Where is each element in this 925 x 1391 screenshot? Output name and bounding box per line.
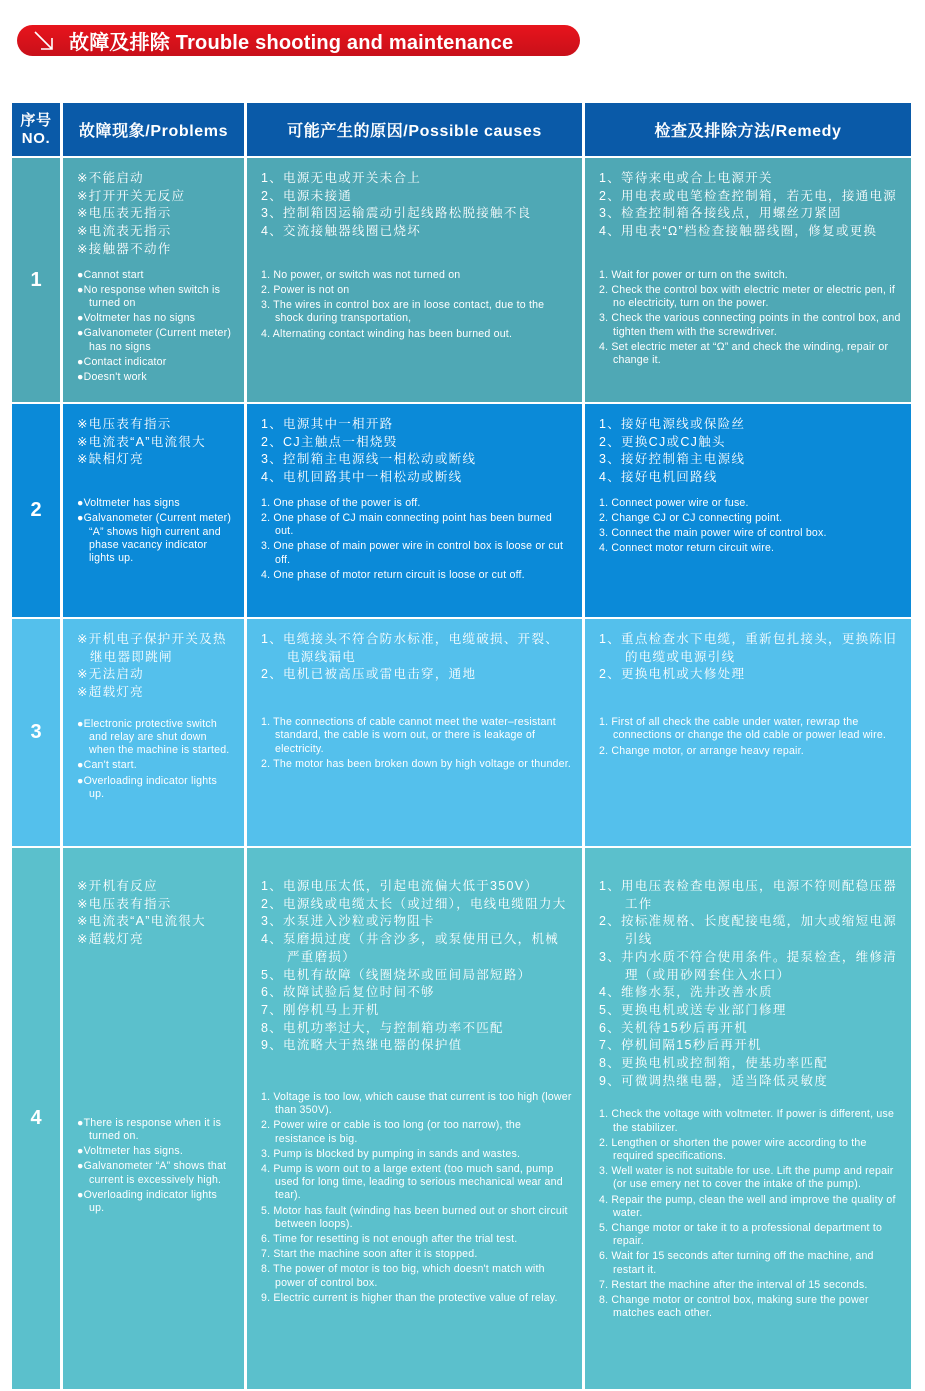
list-item: 1、电源无电或开关未合上 xyxy=(261,171,422,185)
list-item: 4、泵磨损过度（井含沙多，或泵使用已久，机械严重磨损） xyxy=(261,932,560,964)
causes-zh-list xyxy=(261,878,572,1055)
list-item: 3. Connect the main power wire of control box. xyxy=(599,527,827,540)
problems-zh-list xyxy=(77,878,234,949)
list-item: 5. Change motor or take it to a professional department to repair. xyxy=(599,1222,883,1248)
remedy-zh-list xyxy=(599,416,901,487)
problems-zh-list xyxy=(77,416,234,469)
list-item: 1、电缆接头不符合防水标准，电缆破损、开裂、电源线漏电 xyxy=(261,632,560,664)
list-item: 1. Connect power wire or fuse. xyxy=(599,496,749,509)
problems-cell xyxy=(63,404,244,617)
list-item: 3、控制箱因运输震动引起线路松脱接触不良 xyxy=(261,206,532,221)
row-number: 4 xyxy=(12,848,60,1389)
problems-en-list xyxy=(77,1117,234,1215)
list-item: 7. Restart the machine after the interval of 15 seconds. xyxy=(599,1278,868,1291)
list-item: 5、更换电机或送专业部门修理 xyxy=(599,1002,787,1017)
causes-zh-list xyxy=(261,416,572,487)
list-item: ※超载灯亮 xyxy=(77,932,144,947)
list-item: 8、更换电机或控制箱，使基功率匹配 xyxy=(599,1056,829,1071)
list-item: ※电流表“A”电流很大 xyxy=(77,914,206,929)
troubleshooting-table xyxy=(12,103,911,1391)
remedy-zh-list xyxy=(599,170,901,241)
list-item: 9、电流略大于热继电器的保护值 xyxy=(261,1038,463,1053)
table-header-row xyxy=(12,103,911,156)
remedy-en-list xyxy=(599,716,901,758)
list-item: 1、电源电压太低，引起电流偏大低于350V） xyxy=(261,879,539,893)
remedy-zh-list xyxy=(599,878,901,1090)
remedy-cell xyxy=(585,404,911,617)
list-item: 4、维修水泵，洗井改善水质 xyxy=(599,985,773,1000)
list-item: 5. Motor has fault (winding has been burned out or short circuit between loops). xyxy=(261,1204,568,1230)
list-item: 2、电源线或电缆太长（或过细），电线电缆阻力大 xyxy=(261,896,567,911)
list-item: 2、按标准规格、长度配接电缆，加大或缩短电源引线 xyxy=(599,914,898,947)
list-item: 3. Well water is not suitable for use. Lift the pump and repair (or use emery net to cover the intake of the pump). xyxy=(599,1165,894,1191)
remedy-cell xyxy=(585,848,911,1389)
list-item: 8. Change motor or control box, making sure the power matches each other. xyxy=(599,1294,869,1320)
table-row xyxy=(12,404,911,617)
list-item: 4. Set electric meter at “Ω” and check the winding, repair or change it. xyxy=(599,340,889,367)
list-item: 7、刚停机马上开机 xyxy=(261,1002,380,1017)
problems-en-list xyxy=(77,269,234,385)
list-item: 5、电机有故障（线圈烧坏或匝间局部短路） xyxy=(261,967,532,982)
list-item: 6、关机待15秒后再开机 xyxy=(599,1020,748,1035)
list-item: 3. Check the various connecting points in the control box, and tighten them with the screwdriver. xyxy=(599,312,901,338)
problems-en-list xyxy=(77,718,234,801)
list-item: 8、电机功率过大，与控制箱功率不匹配 xyxy=(261,1020,504,1035)
causes-en-list xyxy=(261,1091,572,1305)
problems-en-list xyxy=(77,497,234,565)
list-item: ●Contact indicator xyxy=(77,355,167,368)
problems-cell xyxy=(63,158,244,402)
list-item: ●Overloading indicator lights up. xyxy=(77,1188,217,1215)
list-item: ●Electronic protective switch and relay are shut down when the machine is started. xyxy=(77,717,230,757)
causes-cell xyxy=(247,404,582,617)
list-item: 4、接好电机回路线 xyxy=(599,470,718,485)
list-item: 6、故障试验后复位时间不够 xyxy=(261,985,435,1000)
list-item: ●There is response when it is turned on. xyxy=(77,1116,222,1143)
list-item: 3、井内水质不符合使用条件。提泵检查，维修清理（或用砂网套住入水口） xyxy=(599,949,898,982)
list-item: 2. Check the control box with electric meter or electric pen, if no electricity, turn on the power. xyxy=(599,284,896,310)
list-item: 2. Power wire or cable is too long (or too narrow), the resistance is big. xyxy=(261,1119,522,1145)
list-item: ※无法启动 xyxy=(77,667,144,682)
causes-en-list xyxy=(261,269,572,341)
list-item: ※打开开关无反应 xyxy=(77,188,186,203)
header-problems: 故障现象/Problems xyxy=(63,103,244,156)
list-item: 2、用电表或电笔检查控制箱，若无电，接通电源 xyxy=(599,188,898,203)
list-item: 4. Pump is worn out to a large extent (too much sand, pump used for long time, leading to serious mechanical wear and tear). xyxy=(261,1163,563,1202)
list-item: 3. The wires in control box are in loose contact, due to the shock during transportation, xyxy=(261,299,545,325)
list-item: 3、控制箱主电源线一相松动或断线 xyxy=(261,452,477,467)
header-no-en: NO. xyxy=(21,129,51,147)
list-item: 3、水泵进入沙粒或污物阻卡 xyxy=(261,914,435,929)
causes-en-list xyxy=(261,497,572,582)
list-item: 1、接好电源线或保险丝 xyxy=(599,417,746,431)
list-item: 3. Pump is blocked by pumping in sands and wastes. xyxy=(261,1147,521,1160)
list-item: 4、交流接触器线圈已烧坏 xyxy=(261,224,422,239)
list-item: 2. Change CJ or CJ connecting point. xyxy=(599,512,783,525)
list-item: ※开机有反应 xyxy=(77,879,158,893)
list-item: 2、CJ主触点一相烧毁 xyxy=(261,434,398,449)
list-item: 1、用电压表检查电源电压，电源不符则配稳压器工作 xyxy=(599,879,898,911)
header-no xyxy=(12,103,60,156)
remedy-zh-list xyxy=(599,631,901,684)
list-item: 2、电源未接通 xyxy=(261,188,353,203)
list-item: ※电压表有指示 xyxy=(77,417,172,431)
list-item: ※电压表有指示 xyxy=(77,896,172,911)
remedy-cell xyxy=(585,619,911,846)
list-item: ●Cannot start xyxy=(77,268,144,281)
list-item: 2. Change motor, or arrange heavy repair. xyxy=(599,744,804,757)
list-item: 4. One phase of motor return circuit is loose or cut off. xyxy=(261,568,525,581)
list-item: 1、重点检查水下电缆，重新包扎接头，更换陈旧的电缆或电源引线 xyxy=(599,632,898,664)
causes-cell xyxy=(247,619,582,846)
list-item: 2、电机已被高压或雷电击穿，通地 xyxy=(261,667,477,682)
list-item: ●Doesn't work xyxy=(77,370,147,383)
remedy-en-list xyxy=(599,497,901,556)
section-title: 故障及排除 Trouble shooting and maintenance xyxy=(69,32,514,54)
list-item: 1. Wait for power or turn on the switch. xyxy=(599,268,788,281)
causes-zh-list xyxy=(261,170,572,241)
header-no-zh: 序号 xyxy=(20,111,52,129)
list-item: 6. Wait for 15 seconds after turning off the machine, and restart it. xyxy=(599,1250,874,1276)
list-item: ●Can't start. xyxy=(77,759,137,772)
list-item: 1. Voltage is too low, which cause that current is too high (lower than 350V). xyxy=(261,1091,572,1117)
list-item: 7. Start the machine soon after it is stopped. xyxy=(261,1248,478,1261)
list-item: 2. Power is not on xyxy=(261,284,350,297)
list-item: ●Voltmeter has signs. xyxy=(77,1145,183,1158)
list-item: ※电压表无指示 xyxy=(77,206,172,221)
list-item: 8. The power of motor is too big, which doesn't match with power of control box. xyxy=(261,1263,545,1289)
list-item: 2. The motor has been broken down by high voltage or thunder. xyxy=(261,757,572,770)
remedy-en-list xyxy=(599,1108,901,1320)
list-item: ●Galvanometer (Current meter) has no signs xyxy=(77,327,232,353)
remedy-en-list xyxy=(599,269,901,367)
list-item: ●Galvanometer (Current meter) “A” shows high current and phase vacancy indicator lights up. xyxy=(77,512,232,564)
list-item: 1. The connections of cable cannot meet the water–resistant standard, the cable is worn out, or there is leakage of electricity. xyxy=(261,716,556,755)
list-item: 9、可微调热继电器，适当降低灵敏度 xyxy=(599,1073,829,1088)
list-item: 1、电源其中一相开路 xyxy=(261,417,394,431)
list-item: 6. Time for resetting is not enough after the trial test. xyxy=(261,1233,518,1246)
list-item: 3、接好控制箱主电源线 xyxy=(599,452,746,467)
list-item: 4. Repair the pump, clean the well and improve the quality of water. xyxy=(599,1193,896,1219)
list-item: ※电流表“A”电流很大 xyxy=(77,434,206,449)
row-number: 3 xyxy=(12,619,60,846)
list-item: ●Voltmeter has signs xyxy=(77,497,180,510)
list-item: 4、用电表“Ω”档检查接触器线圈，修复或更换 xyxy=(599,224,878,239)
section-title-banner xyxy=(17,25,580,56)
list-item: 2、更换CJ或CJ触头 xyxy=(599,434,726,449)
list-item: 4、电机回路其中一相松动或断线 xyxy=(261,470,463,485)
list-item: 2、更换电机或大修处理 xyxy=(599,667,746,682)
list-item: 1. One phase of the power is off. xyxy=(261,496,421,509)
header-remedy: 检查及排除方法/Remedy xyxy=(585,103,911,156)
list-item: 2. One phase of CJ main connecting point has been burned out. xyxy=(261,512,552,538)
list-item: 7、停机间隔15秒后再开机 xyxy=(599,1038,762,1053)
list-item: 1. Check the voltage with voltmeter. If power is different, use the stabilizer. xyxy=(599,1108,895,1134)
list-item: 1. No power, or switch was not turned on xyxy=(261,268,461,281)
list-item: ●No response when switch is turned on xyxy=(77,283,221,309)
causes-cell xyxy=(247,158,582,402)
list-item: 2. Lengthen or shorten the power wire according to the required specifications. xyxy=(599,1136,867,1163)
list-item: 9. Electric current is higher than the protective value of relay. xyxy=(261,1291,558,1304)
list-item: 3、检查控制箱各接线点，用螺丝刀紧固 xyxy=(599,206,842,221)
list-item: ※超载灯亮 xyxy=(77,685,144,700)
list-item: ●Galvanometer “A” shows that current is excessively high. xyxy=(77,1160,227,1186)
problems-cell xyxy=(63,619,244,846)
row-number: 2 xyxy=(12,404,60,617)
list-item: ※缺相灯亮 xyxy=(77,452,144,467)
list-item: ●Overloading indicator lights up. xyxy=(77,774,217,800)
table-row xyxy=(12,848,911,1389)
list-item: 1. First of all check the cable under water, rewrap the connections or change the old cable or power lead wire. xyxy=(599,716,887,742)
problems-cell xyxy=(63,848,244,1389)
table-row xyxy=(12,158,911,402)
causes-en-list xyxy=(261,716,572,771)
remedy-cell xyxy=(585,158,911,402)
arrow-down-right-icon xyxy=(33,30,55,52)
list-item: 3. One phase of main power wire in control box is loose or cut off. xyxy=(261,540,564,566)
list-item: ●Voltmeter has no signs xyxy=(77,312,196,325)
problems-zh-list xyxy=(77,631,234,702)
list-item: ※开机电子保护开关及热继电器即跳闸 xyxy=(77,632,227,664)
table-row xyxy=(12,619,911,846)
header-causes: 可能产生的原因/Possible causes xyxy=(247,103,582,156)
causes-zh-list xyxy=(261,631,572,684)
row-number: 1 xyxy=(12,158,60,402)
list-item: 1、等待来电或合上电源开关 xyxy=(599,171,773,185)
list-item: ※不能启动 xyxy=(77,171,144,185)
causes-cell xyxy=(247,848,582,1389)
problems-zh-list xyxy=(77,170,234,259)
list-item: 4. Connect motor return circuit wire. xyxy=(599,542,775,555)
list-item: ※电流表无指示 xyxy=(77,224,172,239)
list-item: ※接触器不动作 xyxy=(77,241,172,256)
list-item: 4. Alternating contact winding has been burned out. xyxy=(261,327,513,340)
